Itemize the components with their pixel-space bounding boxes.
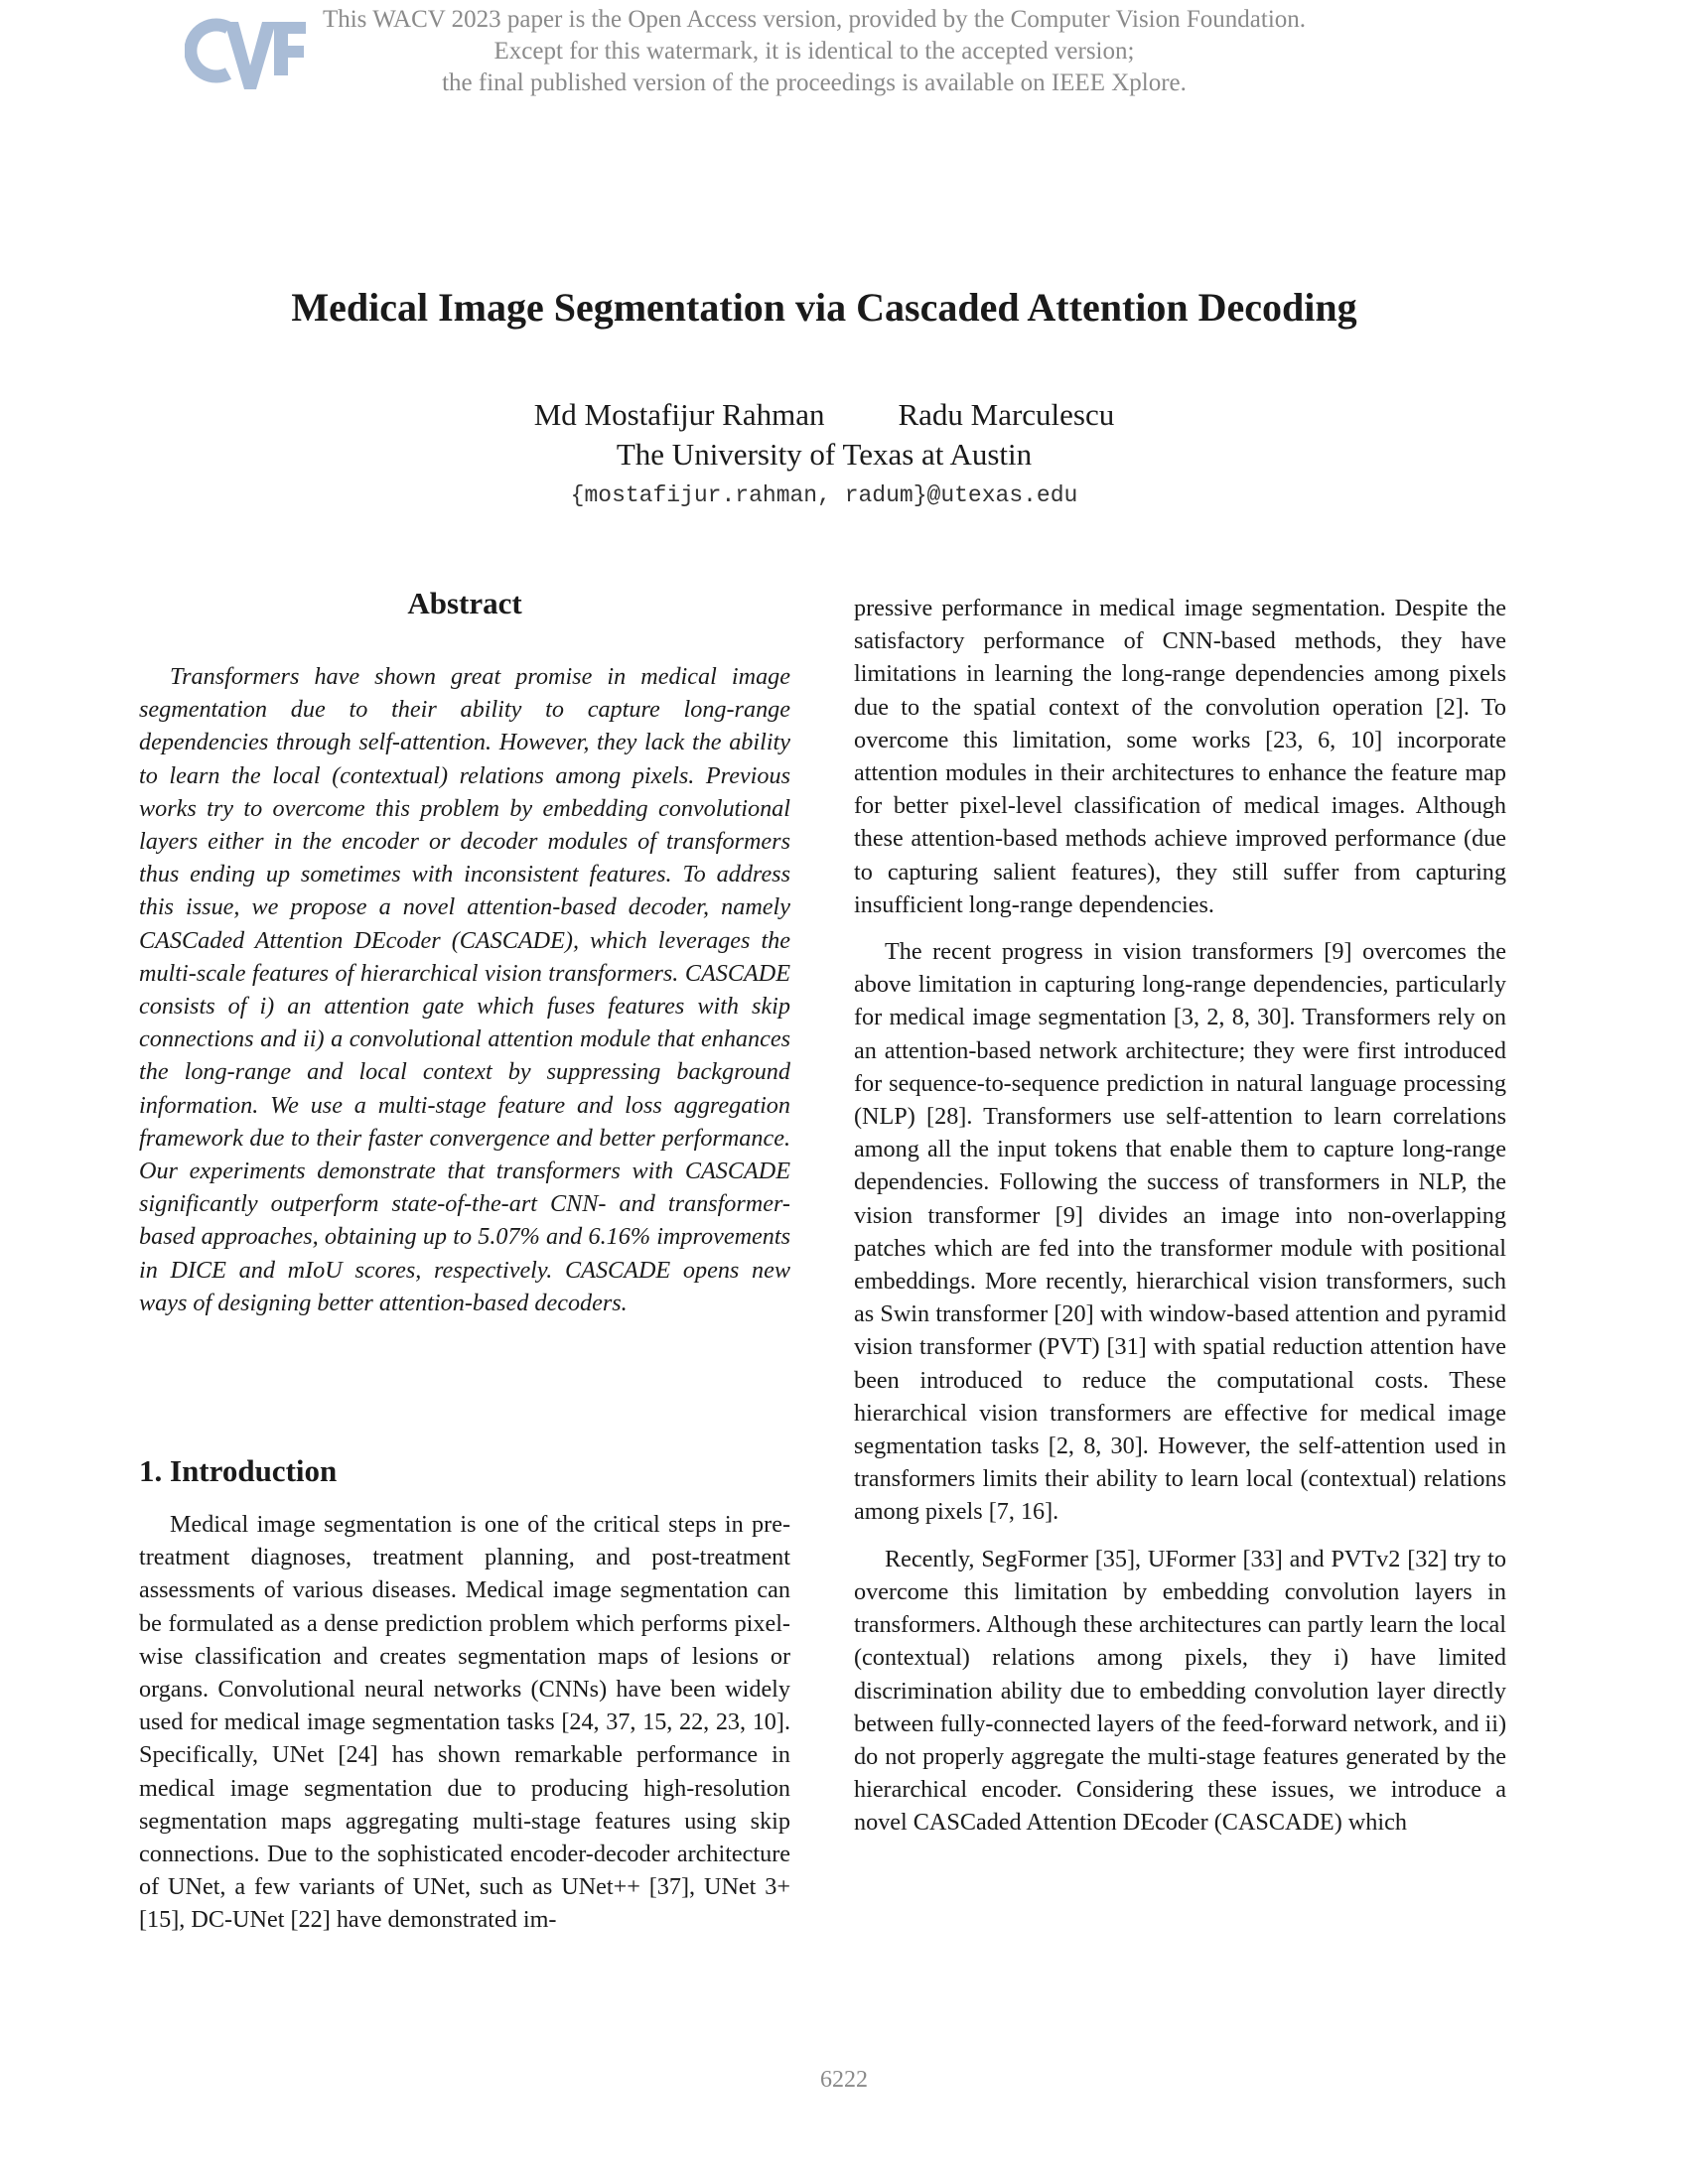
- body-paragraph: The recent progress in vision transformers [9] overcomes the above limitation in capturing long-range dependencies, particularly for medical image segmentation [3, 2, 8, 30]. Transformers rely on an attention-based network architecture; they were first introduced for sequence-to-sequence prediction in natural language processing (NLP) [28]. Transformers use self-attention to learn correlations among all the input tokens that enable them to capture long-range dependencies. Following the success of transformers in NLP, the vision transformer [9] divides an image into non-overlapping patches which are fed into the transformer module with positional embeddings. More recently, hierarchical vision transformers, such as Swin transformer [20] with window-based attention and pyramid vision transformer (PVT) [31] with spatial reduction attention have been introduced to reduce the computational costs. These hierarchical vision transformers are effective for medical image segmentation tasks [2, 8, 30]. However, the self-attention used in transformers limits their ability to learn local (contextual) relations among pixels [7, 16].: [854, 938, 1506, 1526]
- right-column: [854, 592, 1506, 1853]
- open-access-watermark: [298, 4, 1331, 99]
- affiliation: The University of Texas at Austin: [616, 437, 1033, 472]
- introduction-heading: 1. Introduction: [139, 1453, 338, 1488]
- abstract-text: Transformers have shown great promise in medical image segmentation due to their ability to capture long-range dependencies through self-attention. However, they lack the ability to learn the local (contextual) relations among pixels. Previous works try to overcome this problem by embedding convolutional layers either in the encoder or decoder modules of transformers thus ending up sometimes with inconsistent features. To address this issue, we propose a novel attention-based decoder, namely CASCaded Attention DEcoder (CASCADE), which leverages the multi-scale features of hierarchical vision transformers. CASCADE consists of i) an attention gate which fuses features with skip connections and ii) a convolutional attention module that enhances the long-range and local context by suppressing background information. We use a multi-stage feature and loss aggregation framework due to their faster convergence and better performance. Our experiments demonstrate that transformers with CASCADE significantly outperform state-of-the-art CNN- and transformer-based approaches, obtaining up to 5.07% and 6.16% improvements in DICE and mIoU scores, respectively. CASCADE opens new ways of designing better attention-based decoders.: [139, 663, 790, 1316]
- author-email: {mostafijur.rahman, radum}@utexas.edu: [570, 482, 1078, 508]
- author-name: Md Mostafijur Rahman: [533, 397, 825, 432]
- abstract-heading: Abstract: [407, 586, 522, 620]
- author-name: Radu Marculescu: [898, 397, 1115, 432]
- paper-title: Medical Image Segmentation via Cascaded Attention Decoding: [291, 285, 1357, 330]
- introduction-paragraph: Medical image segmentation is one of the critical steps in pre-treatment diagnoses, treatment planning, and post-treatment assessments of various diseases. Medical image segmentation can be formulated as a dense prediction problem which performs pixel-wise classification and creates segmentation maps of lesions or organs. Convolutional neural networks (CNNs) have been widely used for medical image segmentation tasks [24, 37, 15, 22, 23, 10]. Specifically, UNet [24] has shown remarkable performance in medical image segmentation due to producing high-resolution segmentation maps aggregating multi-stage features using skip connections. Due to the sophisticated encoder-decoder architecture of UNet, a few variants of UNet, such as UNet++ [37], UNet 3+ [15], DC-UNet [22] have demonstrated im-: [139, 1511, 790, 1934]
- watermark-line: Except for this watermark, it is identical to the accepted version;: [493, 38, 1135, 65]
- cvf-logo: [185, 14, 308, 93]
- body-paragraph: Recently, SegFormer [35], UFormer [33] and PVTv2 [32] try to overcome this limitation by embedding convolution layers in transformers. Although these architectures can partly learn the local (contextual) relations among pixels, they i) have limited discrimination ability due to embedding convolution layer directly between fully-connected layers of the feed-forward network, and ii) do not properly aggregate the multi-stage features generated by the hierarchical encoder. Considering these issues, we introduce a novel CASCaded Attention DEcoder (CASCADE) which: [854, 1545, 1506, 1837]
- watermark-line: the final published version of the proceedings is available on IEEE Xplore.: [442, 69, 1187, 96]
- page-number: 6222: [820, 2067, 868, 2093]
- watermark-line: This WACV 2023 paper is the Open Access version, provided by the Computer Vision Foundation.: [322, 6, 1307, 33]
- body-paragraph: pressive performance in medical image segmentation. Despite the satisfactory performance of CNN-based methods, they have limitations in learning the long-range dependencies among pixels due to the spatial context of the convolution operation [2]. To overcome this limitation, some works [23, 6, 10] incorporate attention modules in their architectures to enhance the feature map for better pixel-level classification of medical images. Although these attention-based methods achieve improved performance (due to capturing salient features), they still suffer from capturing insufficient long-range dependencies.: [854, 595, 1506, 918]
- author-list: [0, 397, 1648, 433]
